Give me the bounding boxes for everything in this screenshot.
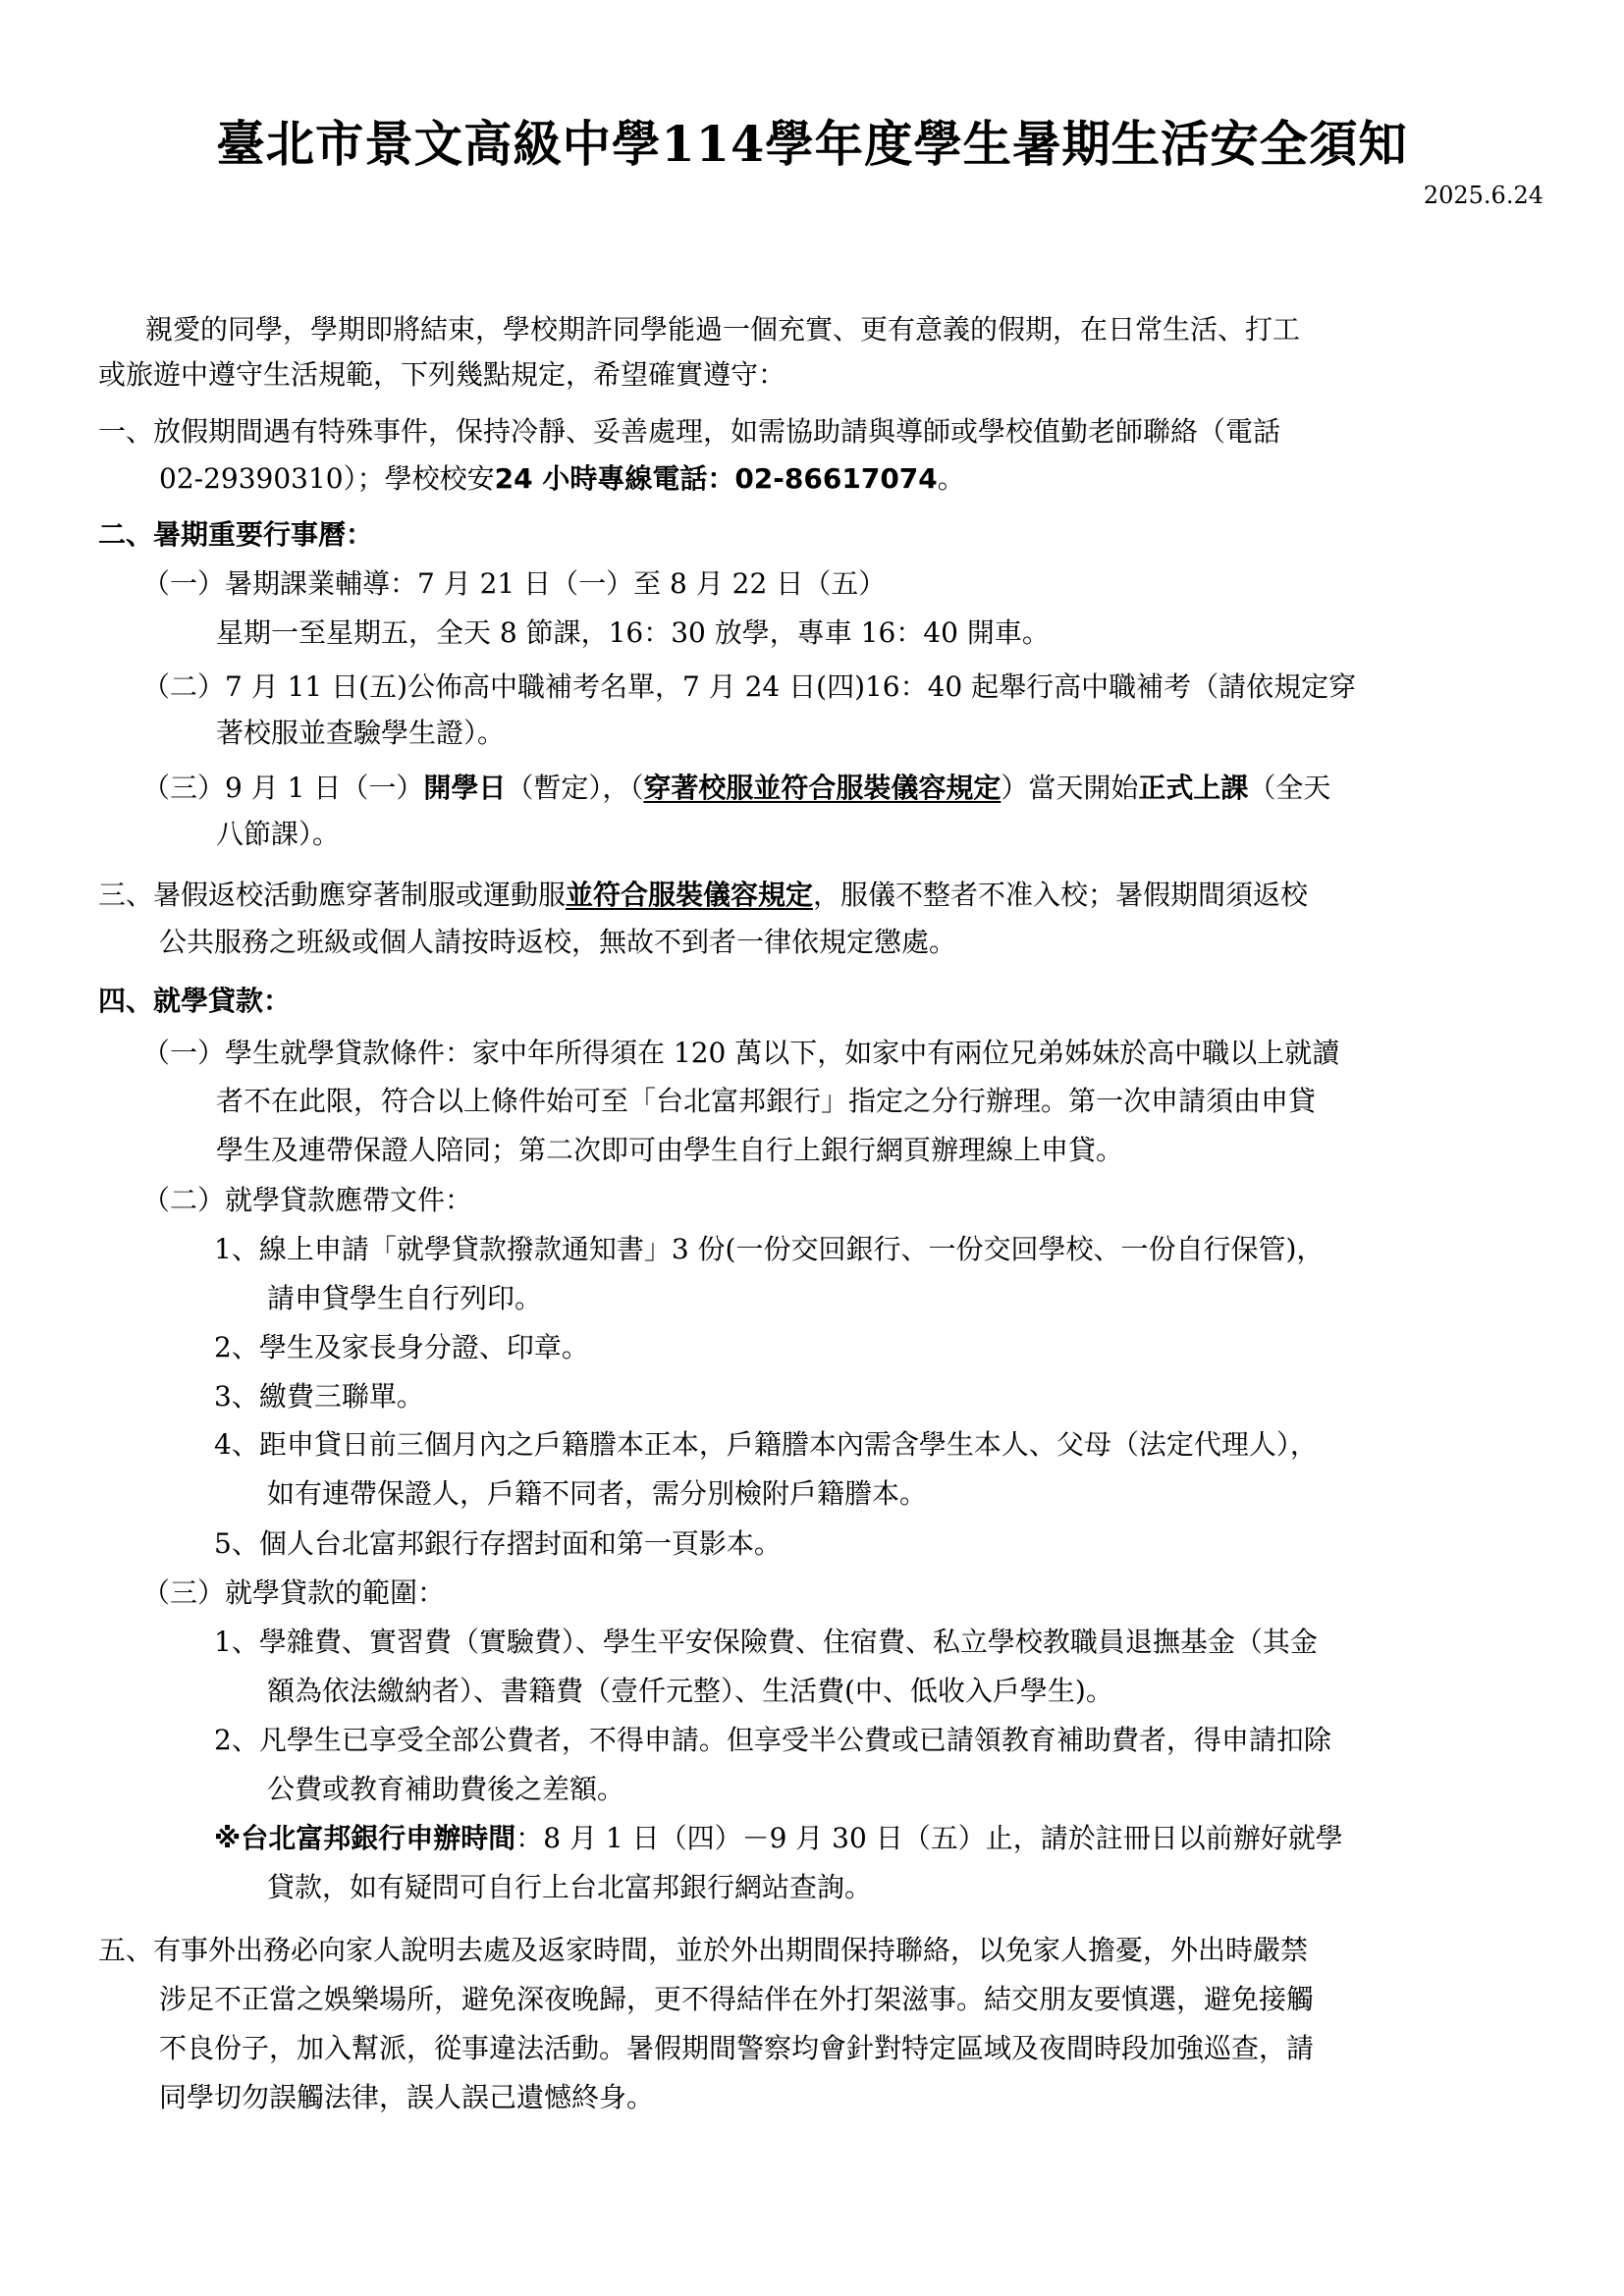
calendar-item-3-cont: 八節課）。 bbox=[216, 818, 341, 850]
loan-scope-2: 2、凡學生已享受全部公費者，不得申請。但享受半公費或已請領教育補助費者，得申請扣除 bbox=[214, 1724, 1331, 1756]
section-2-heading: 二、暑期重要行事曆： bbox=[98, 518, 374, 551]
intro-line-2: 或旅遊中遵守生活規範，下列幾點規定，希望確實遵守： bbox=[98, 358, 786, 391]
bank-application-note: ※台北富邦銀行申辦時間：8 月 1 日（四）－9 月 30 日（五）止，請於註冊日以前辦好就學 bbox=[214, 1822, 1343, 1854]
loan-document-2: 2、學生及家長身分證、印章。 bbox=[214, 1331, 589, 1363]
section-5-line-2: 涉足不正當之娛樂場所，避免深夜晚歸，更不得結伴在外打架滋事。結交朋友要慎選，避免接觸 bbox=[159, 1983, 1315, 2015]
hotline-number: 24 小時專線電話：02-86617074 bbox=[494, 462, 938, 495]
calendar-item-2-cont: 著校服並查驗學生證）。 bbox=[216, 717, 506, 749]
calendar-item-3: （三）9 月 1 日（一）開學日（暫定），（穿著校服並符合服裝儀容規定）當天開始正式上課（全天 bbox=[142, 772, 1331, 804]
loan-document-3: 3、繳費三聯單。 bbox=[214, 1380, 424, 1413]
loan-scope-1-cont: 額為依法繳納者）、書籍費（壹仟元整）、生活費(中、低收入戶學生)。 bbox=[267, 1675, 1113, 1707]
loan-condition-line-2: 者不在此限，符合以上條件始可至「台北富邦銀行」指定之分行辦理。第一次申請須由申貸 bbox=[216, 1085, 1317, 1117]
section-5-line-3: 不良份子，加入幫派，從事違法活動。暑假期間警察均會針對特定區域及夜間時段加強巡查，請 bbox=[159, 2032, 1315, 2064]
calendar-item-1: （一）暑期課業輔導：7 月 21 日（一）至 8 月 22 日（五） bbox=[142, 567, 887, 600]
loan-document-5: 5、個人台北富邦銀行存摺封面和第一頁影本。 bbox=[214, 1527, 782, 1560]
loan-condition-line-3: 學生及連帶保證人陪同；第二次即可由學生自行上銀行網頁辦理線上申貸。 bbox=[216, 1134, 1124, 1166]
loan-document-1: 1、線上申請「就學貸款撥款通知書」3 份(一份交回銀行、一份交回學校、一份自行保管)， bbox=[214, 1233, 1325, 1265]
section-1-line-2: 02-29390310）；學校校安24 小時專線電話：02-86617074。 bbox=[159, 462, 965, 495]
section-3-line-2: 公共服務之班級或個人請按時返校，無故不到者一律依規定懲處。 bbox=[159, 926, 957, 958]
bank-application-note-cont: 貸款，如有疑問可自行上台北富邦銀行網站查詢。 bbox=[267, 1871, 873, 1903]
section-1-line-1: 一、放假期間遇有特殊事件，保持冷靜、妥善處理，如需協助請與導師或學校值勤老師聯絡（電話 bbox=[98, 415, 1281, 448]
dress-code-rule-2: 並符合服裝儀容規定 bbox=[566, 879, 814, 911]
loan-documents-heading: （二）就學貸款應帶文件： bbox=[142, 1184, 473, 1216]
section-5-line-4: 同學切勿誤觸法律，誤人誤己遺憾終身。 bbox=[159, 2081, 655, 2113]
loan-scope-1: 1、學雜費、實習費（實驗費）、學生平安保險費、住宿費、私立學校教職員退撫基金（其金 bbox=[214, 1626, 1318, 1658]
loan-scope-2-cont: 公費或教育補助費後之差額。 bbox=[267, 1773, 625, 1805]
page-title: 臺北市景文高級中學114學年度學生暑期生活安全須知 bbox=[216, 115, 1408, 173]
section-5-line-1: 五、有事外出務必向家人說明去處及返家時間，並於外出期間保持聯絡，以免家人擔憂，外出時嚴禁 bbox=[98, 1934, 1309, 1966]
notice-date: 2025.6.24 bbox=[1423, 182, 1543, 209]
dress-code-rule: 穿著校服並符合服裝儀容規定 bbox=[643, 772, 1001, 804]
calendar-item-2: （二）7 月 11 日(五)公佈高中職補考名單，7 月 24 日(四)16：40 起舉行高中職補考（請依規定穿 bbox=[142, 670, 1357, 703]
section-4-heading: 四、就學貸款： bbox=[98, 985, 292, 1017]
calendar-item-1-cont: 星期一至星期五，全天 8 節課，16：30 放學，專車 16：40 開車。 bbox=[216, 616, 1050, 649]
loan-document-4: 4、距申貸日前三個月內之戶籍謄本正本，戶籍謄本內需含學生本人、父母（法定代理人）， bbox=[214, 1428, 1318, 1461]
intro-line-1: 親愛的同學，學期即將結束，學校期許同學能過一個充實、更有意義的假期，在日常生活、打工 bbox=[145, 313, 1301, 346]
loan-document-1-cont: 請申貸學生自行列印。 bbox=[267, 1282, 543, 1314]
loan-document-4-cont: 如有連帶保證人，戶籍不同者，需分別檢附戶籍謄本。 bbox=[267, 1477, 928, 1510]
loan-scope-heading: （三）就學貸款的範圍： bbox=[142, 1576, 446, 1609]
loan-condition-line-1: （一）學生就學貸款條件：家中年所得須在 120 萬以下，如家中有兩位兄弟姊妹於高中職以上就讀 bbox=[142, 1037, 1340, 1069]
section-3-line-1: 三、暑假返校活動應穿著制服或運動服並符合服裝儀容規定，服儀不整者不准入校；暑假期間須返校 bbox=[98, 879, 1309, 911]
